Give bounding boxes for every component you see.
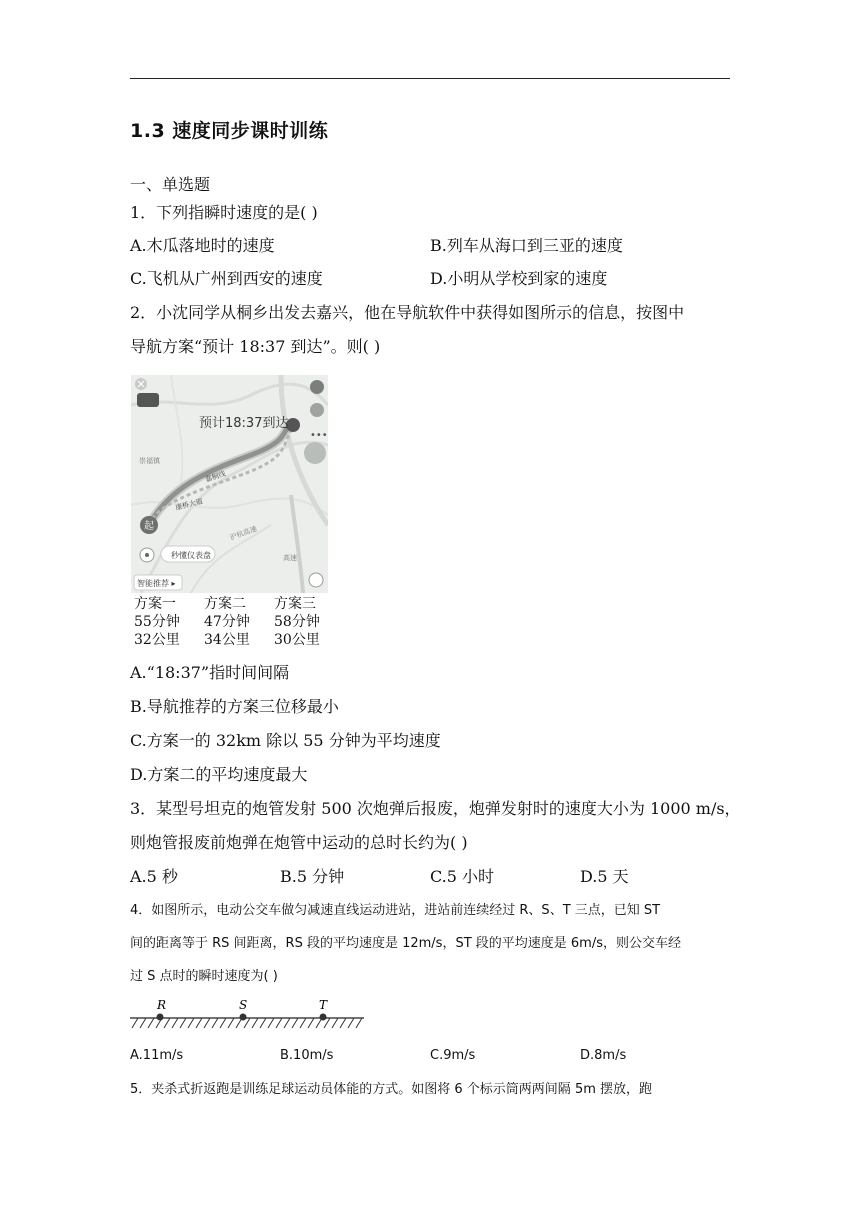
section-heading: 一、单选题 xyxy=(130,175,211,194)
start-marker xyxy=(140,516,158,534)
plan-3-time: 58分钟 xyxy=(274,614,320,630)
q2-stem-line1: 2．小沈同学从桐乡出发去嘉兴，他在导航软件中获得如图所示的信息，按图中 xyxy=(130,303,685,322)
q2-option-b: B.导航推荐的方案三位移最小 xyxy=(130,697,339,716)
q3-stem-line1: 3．某型号坦克的炮管发射 500 次炮弹后报废，炮弹发射时的速度大小为 1000 m/s， xyxy=(130,799,741,818)
road-label-1: 嘉桐线 xyxy=(204,469,227,484)
eta-label: 预计18:37到达 xyxy=(199,416,289,431)
q5-stem-line1: 5．夹杀式折返跑是训练足球运动员体能的方式。如图将 6 个标示筒两两间隔 5m 摆放，跑 xyxy=(130,1082,653,1097)
label-s: S xyxy=(239,998,248,1012)
q4-stem-line3: 过 S 点时的瞬时速度为( ) xyxy=(130,969,278,984)
header-rule xyxy=(130,78,730,79)
dashboard-label: 秒懂仪表盘 xyxy=(171,551,211,560)
plan-2-distance: 34公里 xyxy=(204,632,250,648)
layers-icon[interactable] xyxy=(310,380,324,394)
q1-option-b: B.列车从海口到三亚的速度 xyxy=(430,236,623,255)
map-graphic xyxy=(131,375,328,593)
road-label-2: 康桥大道 xyxy=(174,497,204,512)
more-icon: ••• xyxy=(310,430,328,441)
q3-option-c: C.5 小时 xyxy=(430,867,495,886)
q2-option-d: D.方案二的平均速度最大 xyxy=(130,765,308,784)
plan-2-time: 47分钟 xyxy=(204,614,250,630)
road-label-4: 沪杭高速 xyxy=(228,524,258,542)
q3-option-a: A.5 秒 xyxy=(130,867,178,886)
plan-2-name: 方案二 xyxy=(204,596,246,612)
plan-1-distance: 32公里 xyxy=(134,632,180,648)
q3-option-b: B.5 分钟 xyxy=(280,867,345,886)
point-r xyxy=(157,1014,164,1021)
car-icon xyxy=(137,393,159,407)
q4-option-d: D.8m/s xyxy=(580,1048,627,1063)
page-title: 1.3 速度同步课时训练 xyxy=(130,120,329,142)
q3-stem-line2: 则炮管报废前炮弹在炮管中运动的总时长约为( ) xyxy=(130,833,468,852)
label-r: R xyxy=(157,998,167,1012)
rst-diagram xyxy=(128,996,368,1036)
point-t xyxy=(320,1014,327,1021)
q3-option-d: D.5 天 xyxy=(580,867,629,886)
plan-3 xyxy=(274,595,320,649)
plan-3-name: 方案三 xyxy=(274,596,316,612)
avatar xyxy=(304,442,326,464)
q1-stem: 1．下列指瞬时速度的是( ) xyxy=(130,203,318,222)
q4-option-a: A.11m/s xyxy=(130,1048,184,1063)
q1-option-d: D.小明从学校到家的速度 xyxy=(430,269,608,288)
plan-2 xyxy=(204,595,250,649)
start-marker-label: 起 xyxy=(144,521,154,532)
refresh-icon[interactable] xyxy=(309,573,323,587)
q1-option-c: C.飞机从广州到西安的速度 xyxy=(130,269,323,288)
q2-option-c: C.方案一的 32km 除以 55 分钟为平均速度 xyxy=(130,731,441,750)
plan-1 xyxy=(134,595,180,649)
plan-1-name: 方案一 xyxy=(134,596,176,612)
label-t: T xyxy=(319,998,328,1012)
q4-stem-line1: 4．如图所示，电动公交车做匀减速直线运动进站，进站前连续经过 R、S、T 三点，已知 ST xyxy=(130,903,661,918)
q4-option-c: C.9m/s xyxy=(430,1048,476,1063)
q1-option-a: A.木瓜落地时的速度 xyxy=(130,236,275,255)
q4-option-b: B.10m/s xyxy=(280,1048,334,1063)
town-label: 崇福镇 xyxy=(139,457,160,465)
q4-stem-line2: 间的距离等于 RS 间距离，RS 段的平均速度是 12m/s，ST 段的平均速度是 6m/s，则公交车经 xyxy=(130,936,682,951)
point-s xyxy=(240,1014,247,1021)
smart-recommend-label: 智能推荐 ▸ xyxy=(137,579,176,588)
share-icon[interactable] xyxy=(310,403,324,417)
plan-1-time: 55分钟 xyxy=(134,614,180,630)
q2-stem-line2: 导航方案“预计 18:37 到达”。则( ) xyxy=(130,337,381,356)
road-label-3: 高速 xyxy=(283,554,297,562)
q2-option-a: A.“18:37”指时间间隔 xyxy=(130,663,290,682)
navigation-map-figure xyxy=(131,375,328,593)
plan-3-distance: 30公里 xyxy=(274,632,320,648)
